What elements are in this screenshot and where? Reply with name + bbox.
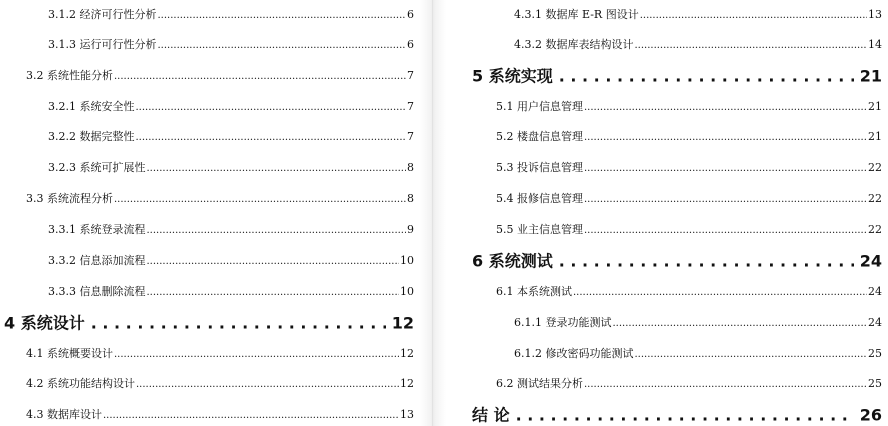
- toc-leader-dots: [584, 130, 867, 143]
- toc-entry[interactable]: [514, 36, 882, 52]
- toc-entry-title: 6.1.2 修改密码功能测试: [514, 347, 634, 360]
- toc-leader-dots: [516, 406, 854, 425]
- toc-leader-dots: [114, 347, 399, 360]
- toc-leader-dots: [559, 67, 854, 86]
- toc-entry[interactable]: [514, 345, 882, 361]
- toc-entry-title: 4.1 系统概要设计: [26, 347, 113, 360]
- toc-page-number: 10: [400, 285, 414, 298]
- toc-page-number: 22: [868, 223, 882, 236]
- toc-leader-dots: [635, 347, 868, 360]
- toc-page-number: 13: [868, 8, 882, 21]
- toc-leader-dots: [584, 192, 867, 205]
- toc-entry[interactable]: [472, 249, 882, 272]
- toc-entry-title: 4.3.2 数据库表结构设计: [514, 38, 634, 51]
- toc-entry-title: 结 论: [472, 405, 510, 425]
- toc-leader-dots: [584, 377, 867, 390]
- toc-entry[interactable]: [496, 128, 882, 144]
- toc-leader-dots: [103, 408, 399, 421]
- toc-leader-dots: [136, 130, 407, 143]
- toc-leader-dots: [158, 8, 407, 21]
- toc-page-number: 8: [407, 192, 414, 205]
- toc-page-number: 24: [868, 316, 882, 329]
- toc-page-number: 24: [868, 285, 882, 298]
- toc-entry-title: 5.3 投诉信息管理: [496, 161, 583, 174]
- toc-entry[interactable]: [48, 221, 414, 237]
- toc-leader-dots: [559, 252, 854, 271]
- toc-page-number: 6: [407, 38, 414, 51]
- toc-leader-dots: [136, 377, 399, 390]
- toc-entry-title: 3.3.3 信息删除流程: [48, 285, 146, 298]
- toc-entry-title: 3.3 系统流程分析: [26, 192, 113, 205]
- toc-entry-title: 6.1.1 登录功能测试: [514, 316, 612, 329]
- toc-entry[interactable]: [496, 283, 882, 299]
- toc-page-number: 24: [859, 251, 882, 271]
- toc-entry[interactable]: [48, 36, 414, 52]
- toc-entry[interactable]: [472, 64, 882, 87]
- toc-page-number: 7: [407, 100, 414, 113]
- toc-leader-dots: [573, 285, 867, 298]
- toc-leader-dots: [584, 100, 867, 113]
- toc-page-number: 12: [400, 347, 414, 360]
- toc-leader-dots: [147, 285, 400, 298]
- toc-entry-title: 3.2 系统性能分析: [26, 69, 113, 82]
- toc-page-number: 13: [400, 408, 414, 421]
- toc-entry-title: 5 系统实现: [472, 66, 553, 86]
- toc-page-number: 12: [400, 377, 414, 390]
- toc-entry-title: 3.3.2 信息添加流程: [48, 254, 146, 267]
- toc-page-number: 6: [407, 8, 414, 21]
- toc-right-column: [446, 0, 888, 426]
- toc-entry[interactable]: [496, 98, 882, 114]
- toc-entry[interactable]: [26, 190, 414, 206]
- toc-page-number: 26: [859, 405, 882, 425]
- toc-entry-title: 3.3.1 系统登录流程: [48, 223, 146, 236]
- toc-page-number: 21: [868, 130, 882, 143]
- toc-entry[interactable]: [48, 128, 414, 144]
- toc-leader-dots: [147, 223, 407, 236]
- toc-entry[interactable]: [4, 311, 414, 334]
- toc-leader-dots: [635, 38, 868, 51]
- toc-entry[interactable]: [472, 403, 882, 426]
- toc-entry[interactable]: [48, 283, 414, 299]
- toc-entry-title: 4.3 数据库设计: [26, 408, 102, 421]
- toc-entry[interactable]: [496, 190, 882, 206]
- toc-page-number: 9: [407, 223, 414, 236]
- toc-entry[interactable]: [48, 98, 414, 114]
- toc-leader-dots: [136, 100, 407, 113]
- toc-leader-dots: [91, 314, 386, 333]
- toc-entry[interactable]: [496, 221, 882, 237]
- toc-entry-title: 6 系统测试: [472, 251, 553, 271]
- toc-entry-title: 3.1.3 运行可行性分析: [48, 38, 157, 51]
- toc-leader-dots: [114, 192, 406, 205]
- toc-page-number: 25: [868, 377, 882, 390]
- toc-page-number: 10: [400, 254, 414, 267]
- toc-entry-title: 3.1.2 经济可行性分析: [48, 8, 157, 21]
- toc-page-number: 7: [407, 69, 414, 82]
- toc-leader-dots: [158, 38, 407, 51]
- toc-entry-title: 4.3.1 数据库 E-R 图设计: [514, 8, 639, 21]
- toc-leader-dots: [114, 69, 406, 82]
- toc-entry[interactable]: [26, 67, 414, 83]
- toc-leader-dots: [147, 254, 400, 267]
- toc-page-number: 25: [868, 347, 882, 360]
- toc-entry-title: 3.2.1 系统安全性: [48, 100, 135, 113]
- toc-entry-title: 5.5 业主信息管理: [496, 223, 583, 236]
- toc-entry[interactable]: [26, 345, 414, 361]
- toc-entry[interactable]: [48, 159, 414, 175]
- toc-entry-title: 5.2 楼盘信息管理: [496, 130, 583, 143]
- toc-entry[interactable]: [26, 375, 414, 391]
- toc-entry-title: 3.2.3 系统可扩展性: [48, 161, 146, 174]
- toc-leader-dots: [147, 161, 407, 174]
- toc-leader-dots: [640, 8, 867, 21]
- toc-entry-title: 4.2 系统功能结构设计: [26, 377, 135, 390]
- toc-entry[interactable]: [496, 159, 882, 175]
- toc-leader-dots: [613, 316, 868, 329]
- toc-page-number: 12: [391, 313, 414, 333]
- toc-entry-title: 4 系统设计: [4, 313, 85, 333]
- toc-page-number: 21: [859, 66, 882, 86]
- toc-entry-title: 3.2.2 数据完整性: [48, 130, 135, 143]
- toc-entry[interactable]: [48, 6, 414, 22]
- toc-entry[interactable]: [26, 406, 414, 422]
- toc-page-number: 22: [868, 161, 882, 174]
- toc-page-number: 21: [868, 100, 882, 113]
- page-gutter: [420, 0, 446, 426]
- toc-entry-title: 5.1 用户信息管理: [496, 100, 583, 113]
- toc-page-number: 14: [868, 38, 882, 51]
- toc-entry[interactable]: [514, 6, 882, 22]
- toc-entry-title: 5.4 报修信息管理: [496, 192, 583, 205]
- page-divider: [432, 0, 433, 426]
- toc-entry[interactable]: [514, 314, 882, 330]
- toc-entry[interactable]: [48, 252, 414, 268]
- toc-leader-dots: [584, 161, 867, 174]
- toc-left-column: [0, 0, 420, 426]
- toc-leader-dots: [584, 223, 867, 236]
- toc-entry-title: 6.1 本系统测试: [496, 285, 572, 298]
- toc-entry-title: 6.2 测试结果分析: [496, 377, 583, 390]
- toc-page-number: 8: [407, 161, 414, 174]
- toc-page-number: 22: [868, 192, 882, 205]
- toc-entry[interactable]: [496, 375, 882, 391]
- toc-page-number: 7: [407, 130, 414, 143]
